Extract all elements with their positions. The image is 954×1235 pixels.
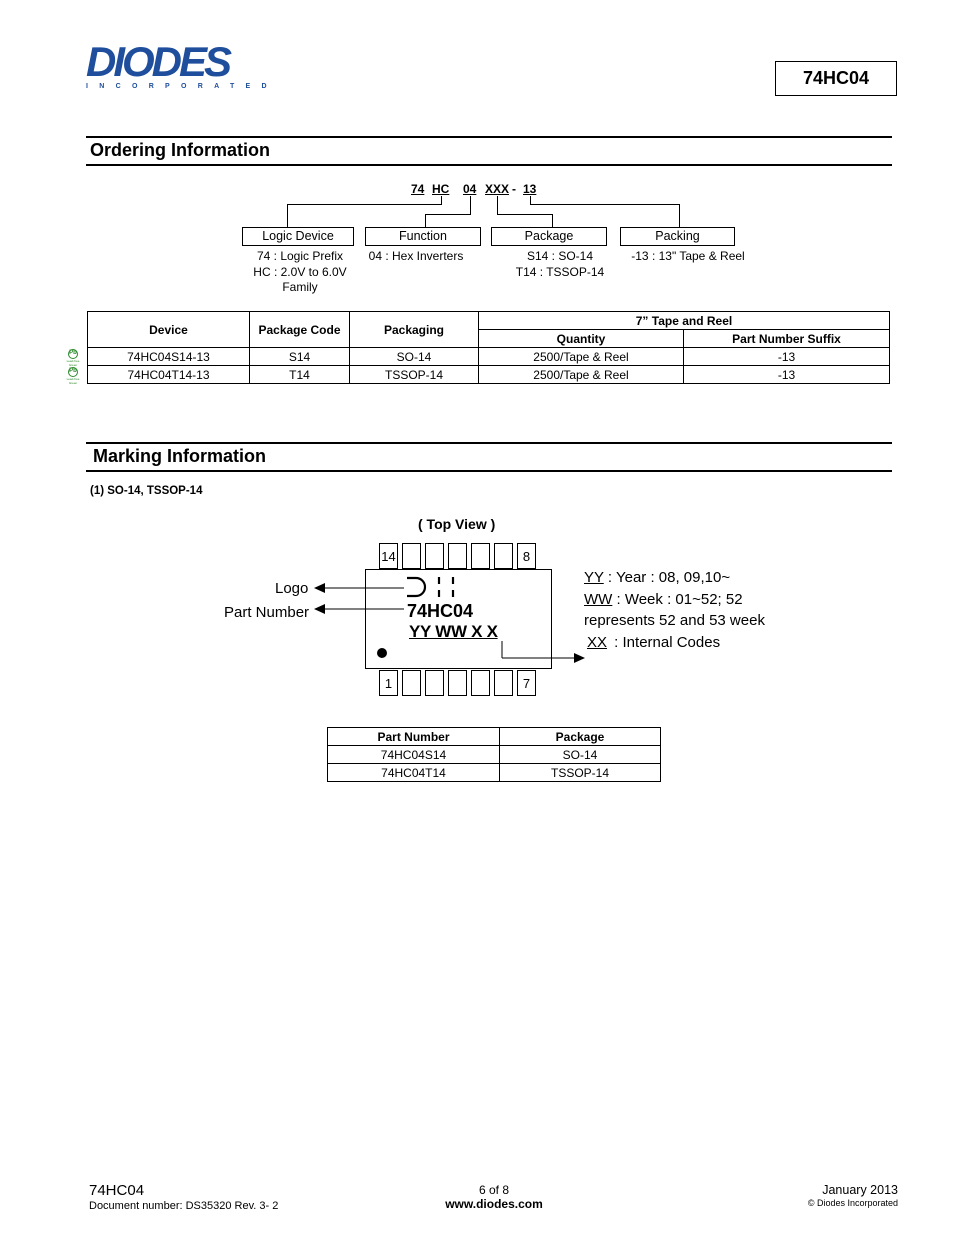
desc-line: -13 : 13" Tape & Reel — [631, 249, 745, 263]
cell-quantity: 2500/Tape & Reel — [479, 366, 684, 384]
th-package: Package — [500, 728, 661, 746]
pin-1: 1 — [379, 670, 398, 696]
cell-packaging: SO-14 — [350, 348, 479, 366]
legend-xx — [584, 632, 765, 654]
header-part-number: 74HC04 — [775, 61, 897, 96]
th-package-code: Package Code — [250, 312, 350, 348]
marking-subtitle: (1) SO-14, TSSOP-14 — [90, 485, 203, 497]
pin-8: 8 — [517, 543, 536, 569]
th-quantity: Quantity — [479, 330, 684, 348]
desc-line: 04 : Hex Inverters — [368, 249, 464, 263]
box-function: Function — [365, 227, 481, 246]
footer-part: 74HC04 — [89, 1182, 145, 1199]
pb-badge: Pb — [68, 349, 78, 359]
code-dash: - — [512, 182, 516, 196]
footer-url[interactable]: www.diodes.com — [445, 1197, 543, 1211]
ordering-title: Ordering Information — [86, 136, 892, 166]
desc-line: HC : 2.0V to 6.0V — [253, 264, 347, 279]
code-xxx: XXX — [485, 182, 510, 196]
footer-doc-number: Document number: DS35320 Rev. 3- 2 — [89, 1200, 279, 1212]
legend-yy — [584, 567, 765, 589]
cell-package: TSSOP-14 — [500, 764, 661, 782]
code-74: 74 — [411, 182, 425, 196]
marking-table — [327, 727, 661, 782]
desc-line: 74 : Logic Prefix — [256, 249, 344, 263]
th-tape-reel: 7” Tape and Reel — [479, 312, 890, 330]
legend-ww-2: represents 52 and 53 week — [584, 612, 765, 629]
code-hc: HC — [432, 182, 450, 196]
pb-sub: Lead-free Green — [66, 359, 80, 367]
yy-text: : Year : 08, 09,10~ — [603, 569, 731, 586]
xx-key: XX — [587, 633, 608, 651]
cell-suffix: -13 — [684, 348, 890, 366]
chip-part-number: 74HC04 — [407, 601, 474, 621]
table-row — [328, 746, 661, 764]
ww-text: : Week : 01~52; 52 — [612, 590, 743, 608]
desc-line: T14 : TSSOP-14 — [515, 264, 605, 279]
code-04: 04 — [463, 182, 477, 196]
top-view-label: ( Top View ) — [418, 516, 496, 532]
cell-code: S14 — [250, 348, 350, 366]
part-number-label: Part Number — [224, 604, 310, 621]
th-device: Device — [88, 312, 250, 348]
cell-quantity: 2500/Tape & Reel — [479, 348, 684, 366]
pin-14: 14 — [379, 543, 398, 569]
desc-line: Family — [282, 280, 318, 294]
box-packing: Packing — [620, 227, 735, 246]
marking-legend — [584, 567, 765, 653]
pb-sub: Lead-free Green — [66, 377, 80, 385]
cell-package: SO-14 — [500, 746, 661, 764]
desc-line: S14 : SO-14 — [526, 249, 594, 263]
th-suffix: Part Number Suffix — [684, 330, 890, 348]
cell-code: T14 — [250, 366, 350, 384]
box-logic-device: Logic Device — [242, 227, 354, 246]
yy-key: YY — [584, 569, 604, 586]
cell-device: 74HC04T14-13 — [88, 366, 250, 384]
cell-part: 74HC04S14 — [328, 746, 500, 764]
box-package: Package — [491, 227, 607, 246]
chip-date-code: YY WW X X — [409, 622, 498, 641]
cell-device: 74HC04S14-13 — [88, 348, 250, 366]
table-row — [328, 764, 661, 782]
pb-badge: Pb — [68, 367, 78, 377]
logo-subtext: INCORPORATED — [86, 83, 278, 90]
cell-packaging: TSSOP-14 — [350, 366, 479, 384]
logo-label: Logo — [275, 580, 309, 597]
footer-copyright: © Diodes Incorporated — [807, 1198, 898, 1208]
footer-page: 6 of 8 — [478, 1183, 510, 1197]
cell-part: 74HC04T14 — [328, 764, 500, 782]
xx-text: : Internal Codes — [610, 633, 721, 651]
th-part-number: Part Number — [328, 728, 500, 746]
th-packaging: Packaging — [350, 312, 479, 348]
ww-key: WW — [584, 590, 613, 608]
cell-suffix: -13 — [684, 366, 890, 384]
code-13: 13 — [523, 182, 537, 196]
pin-7: 7 — [517, 670, 536, 696]
logo-wordmark: DIODES — [86, 38, 230, 85]
legend-ww — [584, 589, 765, 611]
footer-date: January 2013 — [822, 1183, 898, 1197]
marking-title: Marking Information — [86, 442, 892, 472]
